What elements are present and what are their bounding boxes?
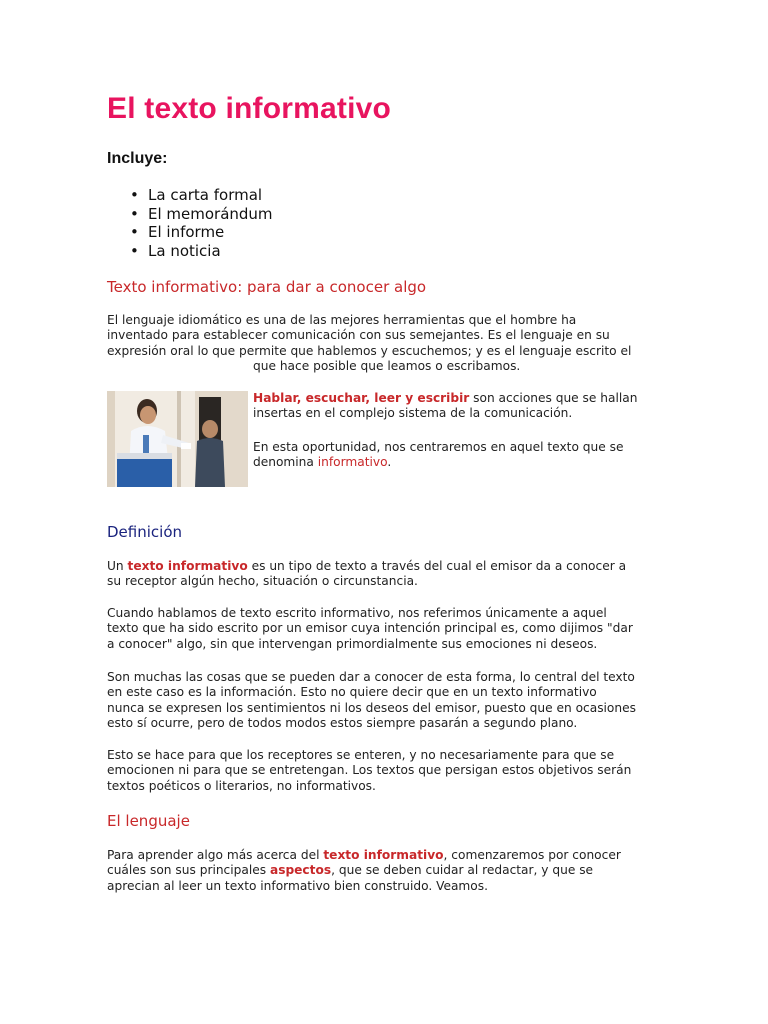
list-item: • El memorándum [148, 205, 273, 224]
section-heading-definition: Definición [107, 523, 182, 541]
list-item: • El informe [148, 223, 273, 242]
office-scene-illustration [107, 391, 248, 487]
includes-list [148, 186, 273, 260]
informativo-term: informativo [317, 455, 388, 470]
list-item: • La noticia [148, 242, 273, 261]
section-heading-language: El lenguaje [107, 812, 190, 830]
definition-paragraph-3: Son muchas las cosas que se pueden dar a conocer de esta forma, lo central del texto en este caso es la información. Esto no quiere decir que en un texto informativo nunca se expresen los sentimientos ni los deseos del emisor, puesto que en ocasiones esto sí ocurre, pero de todos modos estos siempre pasarán a segundo plano. [107, 670, 636, 730]
definition-paragraph-2: Cuando hablamos de texto escrito informativo, nos referimos únicamente a aquel texto que ha sido escrito por un emisor cuya intención principal es, como dijimos "dar a conocer" algo, sin que intervengan primordialmente sus emociones ni deseos. [107, 606, 633, 651]
language-paragraph: Para aprender algo más acerca del texto informativo, comenzaremos por conocer cuáles son sus principales aspectos, que se deben cuidar al redactar, y que se aprecian al leer un texto informativo bien construido. Veamos. [107, 848, 621, 893]
side-paragraph-actions: Hablar, escuchar, leer y escribir son acciones que se hallan insertas en el complejo sistema de la comunicación. [253, 391, 638, 421]
page-title: El texto informativo [107, 92, 392, 125]
office-photo [107, 391, 248, 487]
list-item: • La carta formal [148, 186, 273, 205]
intro-paragraph: El lenguaje idiomático es una de las mejores herramientas que el hombre ha inventado para establecer comunicación con sus semejantes. Es el lenguaje en su expresión oral lo que permite que hablemos y escuchemos; y es el lenguaje escrito el que hace posible que leamos o escribamos. [107, 313, 632, 373]
definition-paragraph-1: Un texto informativo es un tipo de texto a través del cual el emisor da a conocer a su receptor algún hecho, situación o circunstancia. [107, 559, 627, 589]
side-paragraph-focus: En esta oportunidad, nos centraremos en aquel texto que se denomina informativo. [253, 440, 624, 470]
section-heading-informative: Texto informativo: para dar a conocer algo [107, 278, 427, 296]
includes-heading: Incluye: [107, 150, 168, 167]
definition-paragraph-4: Esto se hace para que los receptores se enteren, y no necesariamente para que se emocionen ni para que se entretengan. Los textos que persigan estos objetivos serán textos poéticos o literarios, no informativos. [107, 748, 632, 793]
